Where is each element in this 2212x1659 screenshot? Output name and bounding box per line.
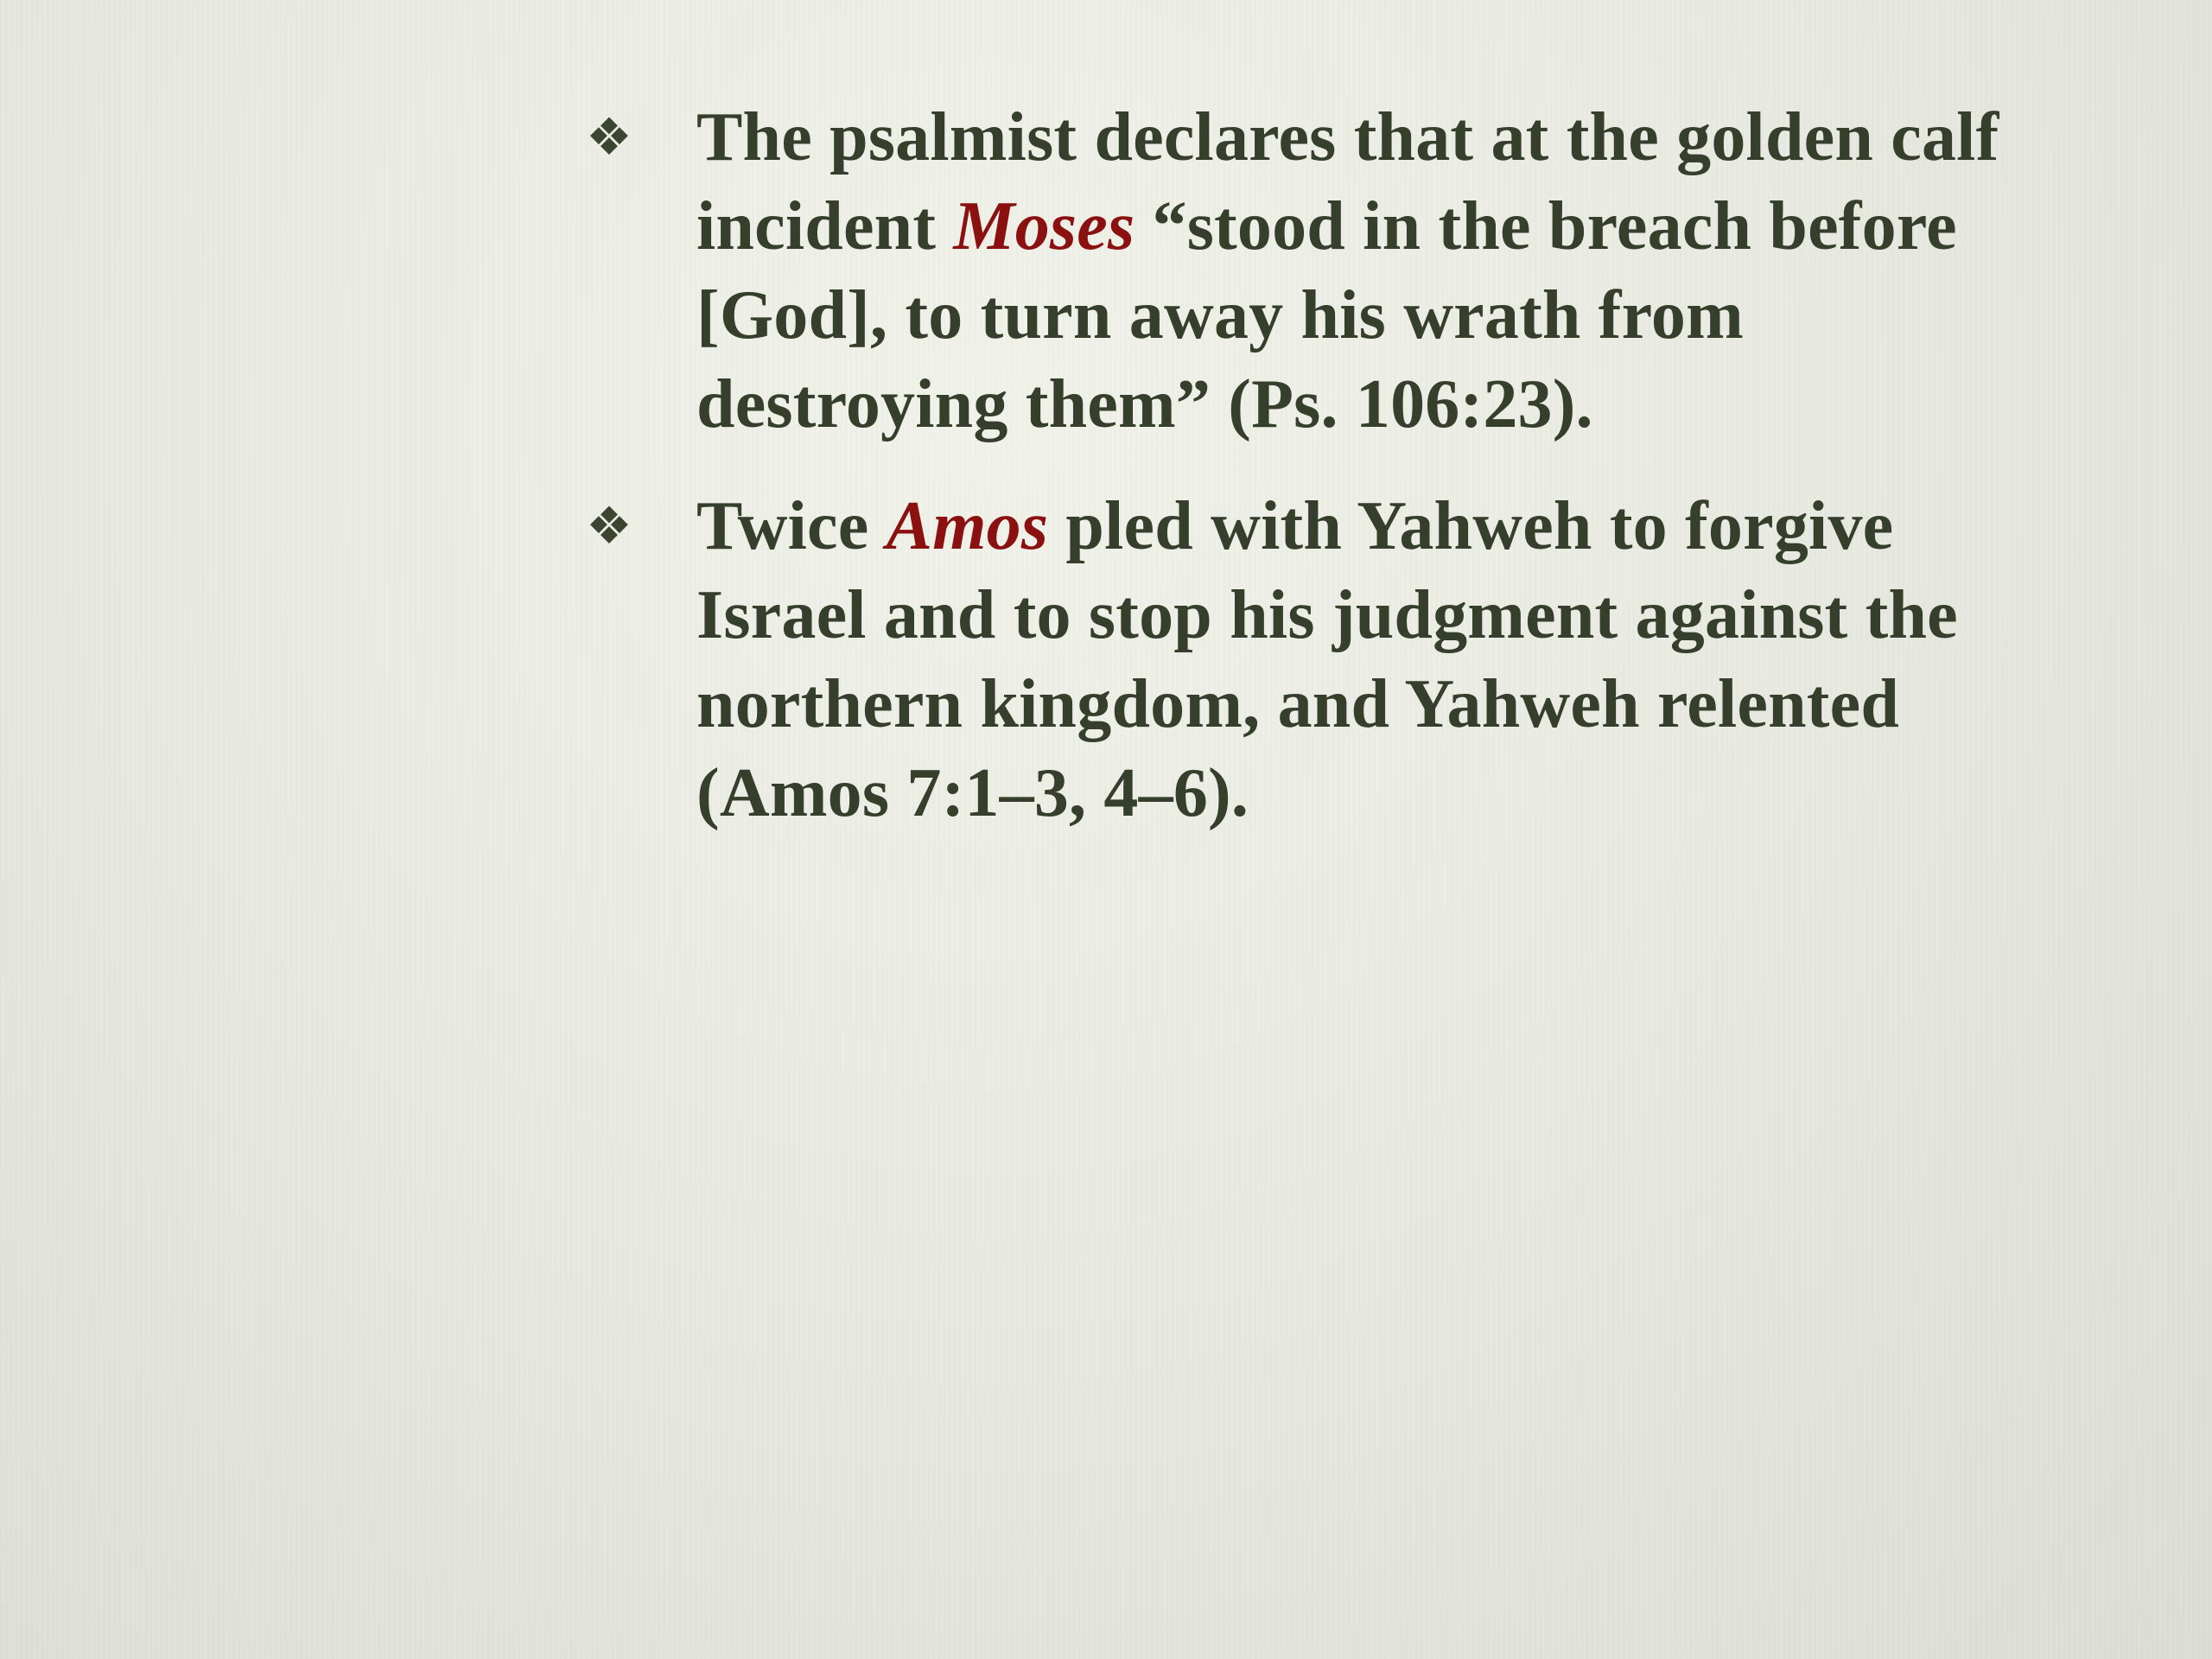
- bullet-text-after: pled with Yahweh to forgive Israel and to stop his judgment against the northern kingdom, and Yahweh relented (Amos 7:1–3, 4–6).: [696, 488, 1958, 831]
- bullet-item-amos: [586, 482, 2003, 838]
- bullet-text: [696, 482, 2003, 838]
- bullet-item-moses: [586, 93, 2003, 449]
- bullet-text-before: The psalmist declares that at the golden calf incident: [696, 99, 1999, 264]
- bullet-list: [586, 93, 2003, 871]
- diamond-bullet-icon: ❖: [586, 498, 632, 555]
- bullet-text-after: “stood in the breach before [God], to turn away his wrath from destroying them” (Ps. 106:23).: [696, 188, 1957, 442]
- emphasis-name: Moses: [953, 188, 1135, 264]
- diamond-bullet-icon: ❖: [586, 109, 632, 166]
- bullet-text-before: Twice: [696, 488, 887, 564]
- bullet-text: [696, 93, 2003, 449]
- emphasis-name: Amos: [886, 488, 1049, 564]
